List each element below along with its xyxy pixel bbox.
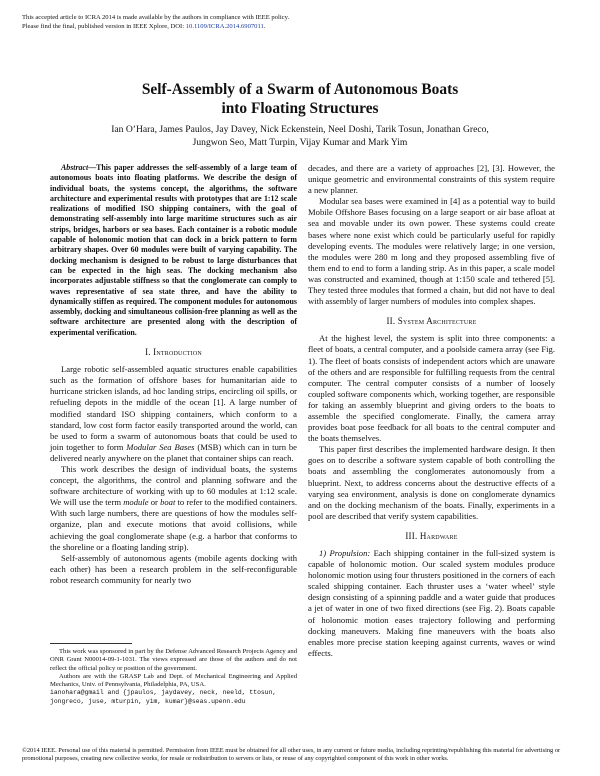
notice-line-1: This accepted article to ICRA 2014 is made available by the authors in compliance with IEEE policy.: [22, 14, 290, 21]
notice-line-2: [22, 22, 289, 31]
system-paragraph-1: At the highest level, the system is split into three components: a fleet of boats, a central computer, and a poolside camera array (see Fig. 1). The fleet of boats consists of independent actors which are unaware of the others and are responsible for fulfilling requests from the central computer. The central computer consists of a number of loosely coupled software components which, working together, are responsible for taking an assembly blueprint and giving orders to the boats to assemble the specified conglomerate. Finally, the camera array provides boat pose feedback for all boats to the central computer and the boats themselves.: [308, 333, 555, 444]
footnote-emails: ianohara@gmail and {jpaulos, jaydavey, neck, neeld, ttosun, jongreco, juse, mturpin, yim, kumar}@seas.upenn.edu: [50, 689, 277, 705]
notice-line-2-prefix: Please find the final, published version in IEEE Xplore, DOI:: [22, 23, 186, 30]
propulsion-text: Each shipping container in the full-sized system is capable of holonomic motion. Our scaled system modules produce holonomic motion using four thrusters positioned in the corners of each scaled shipping container. Each thruster uses a ‘water wheel’ style design consisting of a spinning paddle and a water guide that produces a jet of water in one of two fixed directions (see Fig. 2). Boats capable of holonomic motion eases trajectory following and performing docking maneuvers. Making fine maneuvers with the boats also enables more precise station keeping against currents, waves or wind effects.: [308, 548, 555, 658]
footnotes: [50, 643, 297, 706]
authors-line-1: Ian O’Hara, James Paulos, Jay Davey, Nick Eckenstein, Neel Doshi, Tarik Tosun, Jonathan Greco,: [111, 124, 489, 135]
right-column: [308, 163, 555, 659]
intro-paragraph-continued: decades, and there are a variety of approaches [2], [3]. However, the unique geometric and environmental constraints of this system require a new planner.: [308, 163, 555, 196]
intro-paragraph-1: [50, 364, 297, 464]
publication-notice: [22, 13, 289, 31]
intro-p1-emphasis: Modular Sea Bases: [126, 441, 195, 452]
footnote-affiliation: Authors are with the GRASP Lab and Dept. of Mechanical Engineering and Applied Mechanics, Univ. of Pennsylvania, Philadelphia, PA, USA.: [50, 672, 297, 689]
intro-p2-emphasis-module: module: [123, 497, 149, 508]
copyright-notice: ©2014 IEEE. Personal use of this material is permitted. Permission from IEEE must be obtained for all other uses, in any current or future media, including reprinting/republishing this material for advertising or promotional purposes, creating new collective works, for resale or redistribution to servers or lists, or reuse of any copyrighted component of this work in other works.: [22, 747, 561, 763]
intro-paragraph-3: Self-assembly of autonomous agents (mobile agents docking with each other) has been a research problem in the self-reconfigurable robot research community for nearly two: [50, 552, 297, 585]
left-column: [50, 163, 297, 586]
hardware-paragraph-1: [308, 548, 555, 659]
intro-p1-end: (MSB) which can in turn be delivered nearly anywhere on the planet that container ships can reach.: [50, 441, 297, 463]
intro-p2-text-c: to refer to the modified containers. With such large numbers, there are questions of how the modules self-organize, plan and execute motions that avoid collisions, while achieving the goal conglomerate shape (e.g. a harbor that conforms to the shoreline or a floating landing strip).: [50, 497, 297, 552]
footnote-rule: [50, 643, 132, 644]
abstract-lead: Abstract: [61, 163, 89, 172]
section-heading-introduction: I. Introduction: [145, 347, 202, 358]
title-line-2: into Floating Structures: [221, 100, 379, 117]
doi-link[interactable]: 10.1109/ICRA.2014.6907011: [185, 23, 264, 30]
authors-line-2: Jungwon Seo, Matt Turpin, Vijay Kumar and Mark Yim: [192, 137, 408, 148]
intro-p2-text-a: This work describes the design of individual boats, the systems concept, the algorithms, the control and planning software and the software architecture of working with up to 60 modules at 1:12 scale. We will use the term: [50, 463, 297, 508]
notice-line-2-suffix: .: [263, 23, 266, 30]
section-heading-hardware: III. Hardware: [405, 530, 458, 541]
title-line-1: Self-Assembly of a Swarm of Autonomous Boats: [141, 81, 459, 98]
intro-p1-text: Large robotic self-assembled aquatic structures enable capabilities such as the formation of offshore bases for humanitarian aide to hurricane stricken islands, ad hoc landing strips, encircling oil spills, or refueling depots in the middle of the ocean [1]. A large number of modified standard ISO shipping containers, which conform to a standard, low cost form factor easily transported around the world, can be used to form a swarm of autonomous boats that could be used to join together to form: [50, 364, 297, 452]
intro-paragraph-4: Modular sea bases were examined in [4] as a potential way to build Mobile Offshore Bases focusing on a large seaport or air base afloat at sea and movable under its own power. These systems could create bases where none exist which could be particularly useful for rapidly developing events. The modules were relatively large; in one version, the modules were 280 m long and they proposed assembling five of them end to end to form a landing strip. As in this paper, a scale model was constructed and examined, though at 1:150 scale and tethered [5]. They tested three modules that formed a chain, but did not have to deal with assembly of larger numbers of modules into complex shapes.: [308, 196, 555, 307]
system-paragraph-2: This paper first describes the implemented hardware design. It then goes on to describe a software system capable of both controlling the boats and assembling the conglomerates autonomously from a blueprint. Next, to address concerns about the destructive effects of a varying sea environment, analysis is done on conglomerate dynamics and on the docking mechanism of the boats. Finally, experiments in a pool are described that verify system capabilities.: [308, 444, 555, 521]
intro-p2-emphasis-boat: boat: [160, 497, 176, 508]
paper-title: [0, 80, 600, 118]
author-list: [40, 123, 560, 149]
propulsion-subheading: 1) Propulsion:: [319, 548, 371, 558]
abstract: [50, 163, 297, 338]
footnote-funding: This work was sponsored in part by the Defense Advanced Research Projects Agency and ONR Grant N00014-09-1-1031. The views expressed are those of the authors and do not reflect the official policy or position of the government.: [50, 648, 297, 672]
abstract-text: —This paper addresses the self-assembly of a large team of autonomous boats into floating platforms. We describe the design of individual boats, the systems concept, the algorithms, the software architecture and experimental results with prototypes that are 1:12 scale realizations of modified ISO shipping containers, with the goal of demonstrating self-assembly into large maritime structures such as air strips, bridges, harbors or sea bases. Each container is a robotic module capable of holonomic motion that can dock in a brick pattern to form arbitrary shapes. Over 60 modules were built of varying capability. The docking mechanism is designed to be robust to large disturbances that can be expected in the high seas. The docking mechanism also incorporates adjustable stiffness so that the conglomerate can comply to waves representative of sea state three, and have the ability to dynamically stiffen as required. The component modules for autonomous assembly, docking and simultaneous collision-free planning as well as the software architecture are presented along with the description of experimental verification.: [50, 163, 297, 337]
intro-paragraph-2: [50, 464, 297, 553]
intro-p2-text-b: or: [148, 497, 161, 508]
section-heading-system-architecture: II. System Architecture: [386, 316, 477, 327]
